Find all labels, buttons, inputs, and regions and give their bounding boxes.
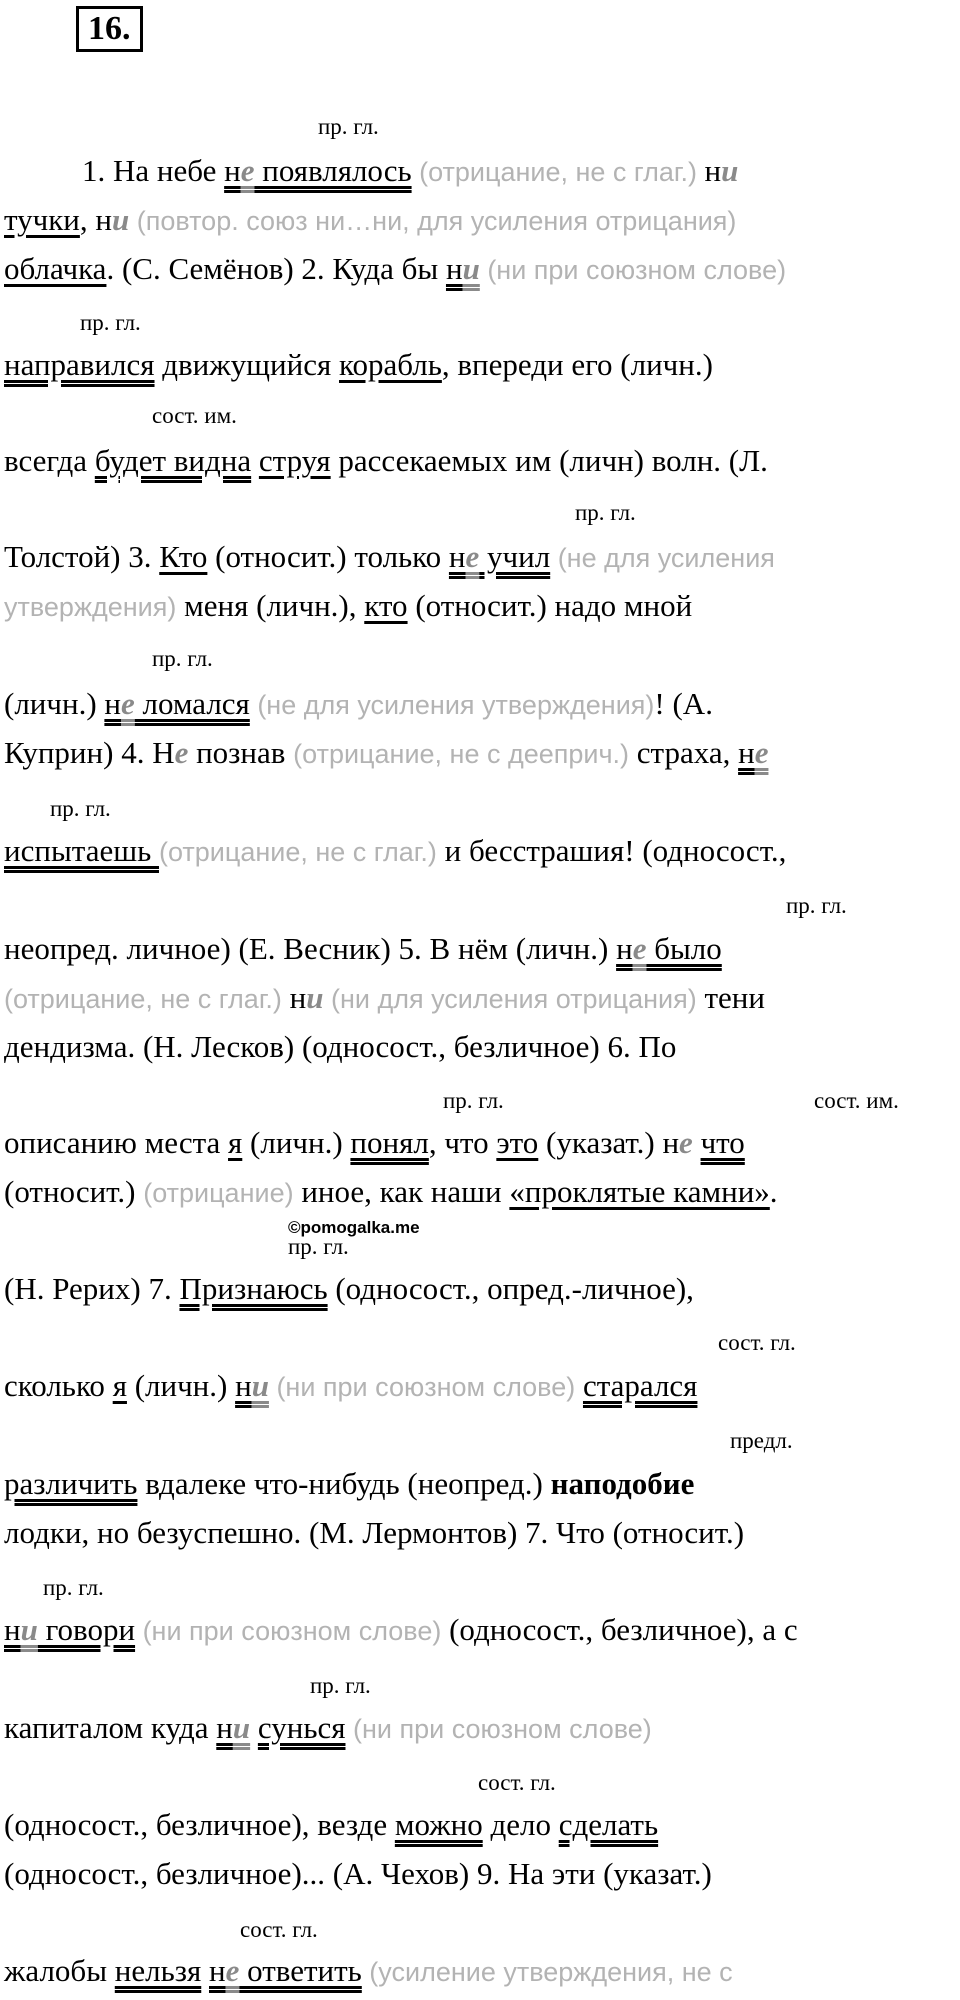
text-line-2: тучки, ни (повтор. союз ни…ни, для усиления отрицания) <box>4 202 737 237</box>
text-line-5: всегда будет видна струя рассекаемых им (личн) волн. (Л. <box>4 443 768 478</box>
label-pr-gl: пр. гл. <box>310 1673 371 1698</box>
text-line-16: (Н. Рерих) 7. Признаюсь (односост., опред.-личное), <box>4 1271 694 1306</box>
label-pr-gl: пр. гл. <box>786 893 847 918</box>
text-line-6: Толстой) 3. Кто (относит.) только не учил (не для усиления <box>4 539 775 574</box>
label-sost-im: сост. им. <box>152 403 237 428</box>
text-line-8: (личн.) не ломался (не для усиления утверждения)! (А. <box>4 686 713 721</box>
watermark: ©pomogalka.me <box>288 1218 420 1237</box>
label-sost-gl: сост. гл. <box>718 1330 796 1355</box>
text-line-17: сколько я (личн.) ни (ни при союзном слове) старался <box>4 1368 698 1403</box>
text-line-12: (отрицание, не с глаг.) ни (ни для усиления отрицания) тени <box>4 980 765 1015</box>
label-pr-gl: пр. гл. <box>80 310 141 335</box>
text-line-23: (односост., безличное)... (А. Чехов) 9. На эти (указат.) <box>4 1856 712 1891</box>
text-line-21: капиталом куда ни сунься (ни при союзном слове) <box>4 1710 652 1745</box>
text-line-19: лодки, но безуспешно. (М. Лермонтов) 7. Что (относит.) <box>4 1515 745 1550</box>
label-pr-gl: пр. гл. <box>50 796 111 821</box>
label-pr-gl: пр. гл. <box>288 1234 349 1259</box>
text-line-24: жалобы нельзя не ответить (усиление утверждения, не с <box>4 1953 733 1988</box>
label-sost-gl: сост. гл. <box>240 1917 318 1942</box>
label-sost-im: сост. им. <box>814 1088 899 1113</box>
text-line-14: описанию места я (личн.) понял, что это (указат.) не что <box>4 1125 745 1160</box>
text-line-22: (односост., безличное), везде можно дело сделать <box>4 1807 659 1842</box>
text-line-18: различить вдалеке что-нибудь (неопред.) наподобие <box>4 1466 695 1501</box>
text-line-4: направился движущийся корабль, впереди его (личн.) <box>4 347 713 382</box>
label-sost-gl: сост. гл. <box>478 1770 556 1795</box>
exercise-number: 16. <box>76 6 143 52</box>
text-line-9: Куприн) 4. Не познав (отрицание, не с дееприч.) страха, не <box>4 735 769 770</box>
label-pr-gl: пр. гл. <box>152 646 213 671</box>
text-line-11: неопред. личное) (Е. Весник) 5. В нём (личн.) не было <box>4 931 722 966</box>
text-line-7: утверждения) меня (личн.), кто (относит.) надо мной <box>4 588 693 623</box>
text-line-13: дендизма. (Н. Лесков) (односост., безличное) 6. По <box>4 1029 677 1064</box>
text-line-20: ни говори (ни при союзном слове) (односост., безличное), а с <box>4 1612 798 1647</box>
text-line-1: 1. На небе не появлялось (отрицание, не с глаг.) ни <box>82 153 739 188</box>
label-predl: предл. <box>730 1428 793 1453</box>
text-line-10: испытаешь (отрицание, не с глаг.) и бесстрашия! (односост., <box>4 833 787 868</box>
label-pr-gl: пр. гл. <box>43 1575 104 1600</box>
text-line-15: (относит.) (отрицание) иное, как наши «проклятые камни». <box>4 1174 778 1209</box>
text-line-3: облачка. (С. Семёнов) 2. Куда бы ни (ни при союзном слове) <box>4 251 787 286</box>
label-pr-gl: пр. гл. <box>575 500 636 525</box>
label-pr-gl: пр. гл. <box>318 114 379 139</box>
label-pr-gl: пр. гл. <box>443 1088 504 1113</box>
